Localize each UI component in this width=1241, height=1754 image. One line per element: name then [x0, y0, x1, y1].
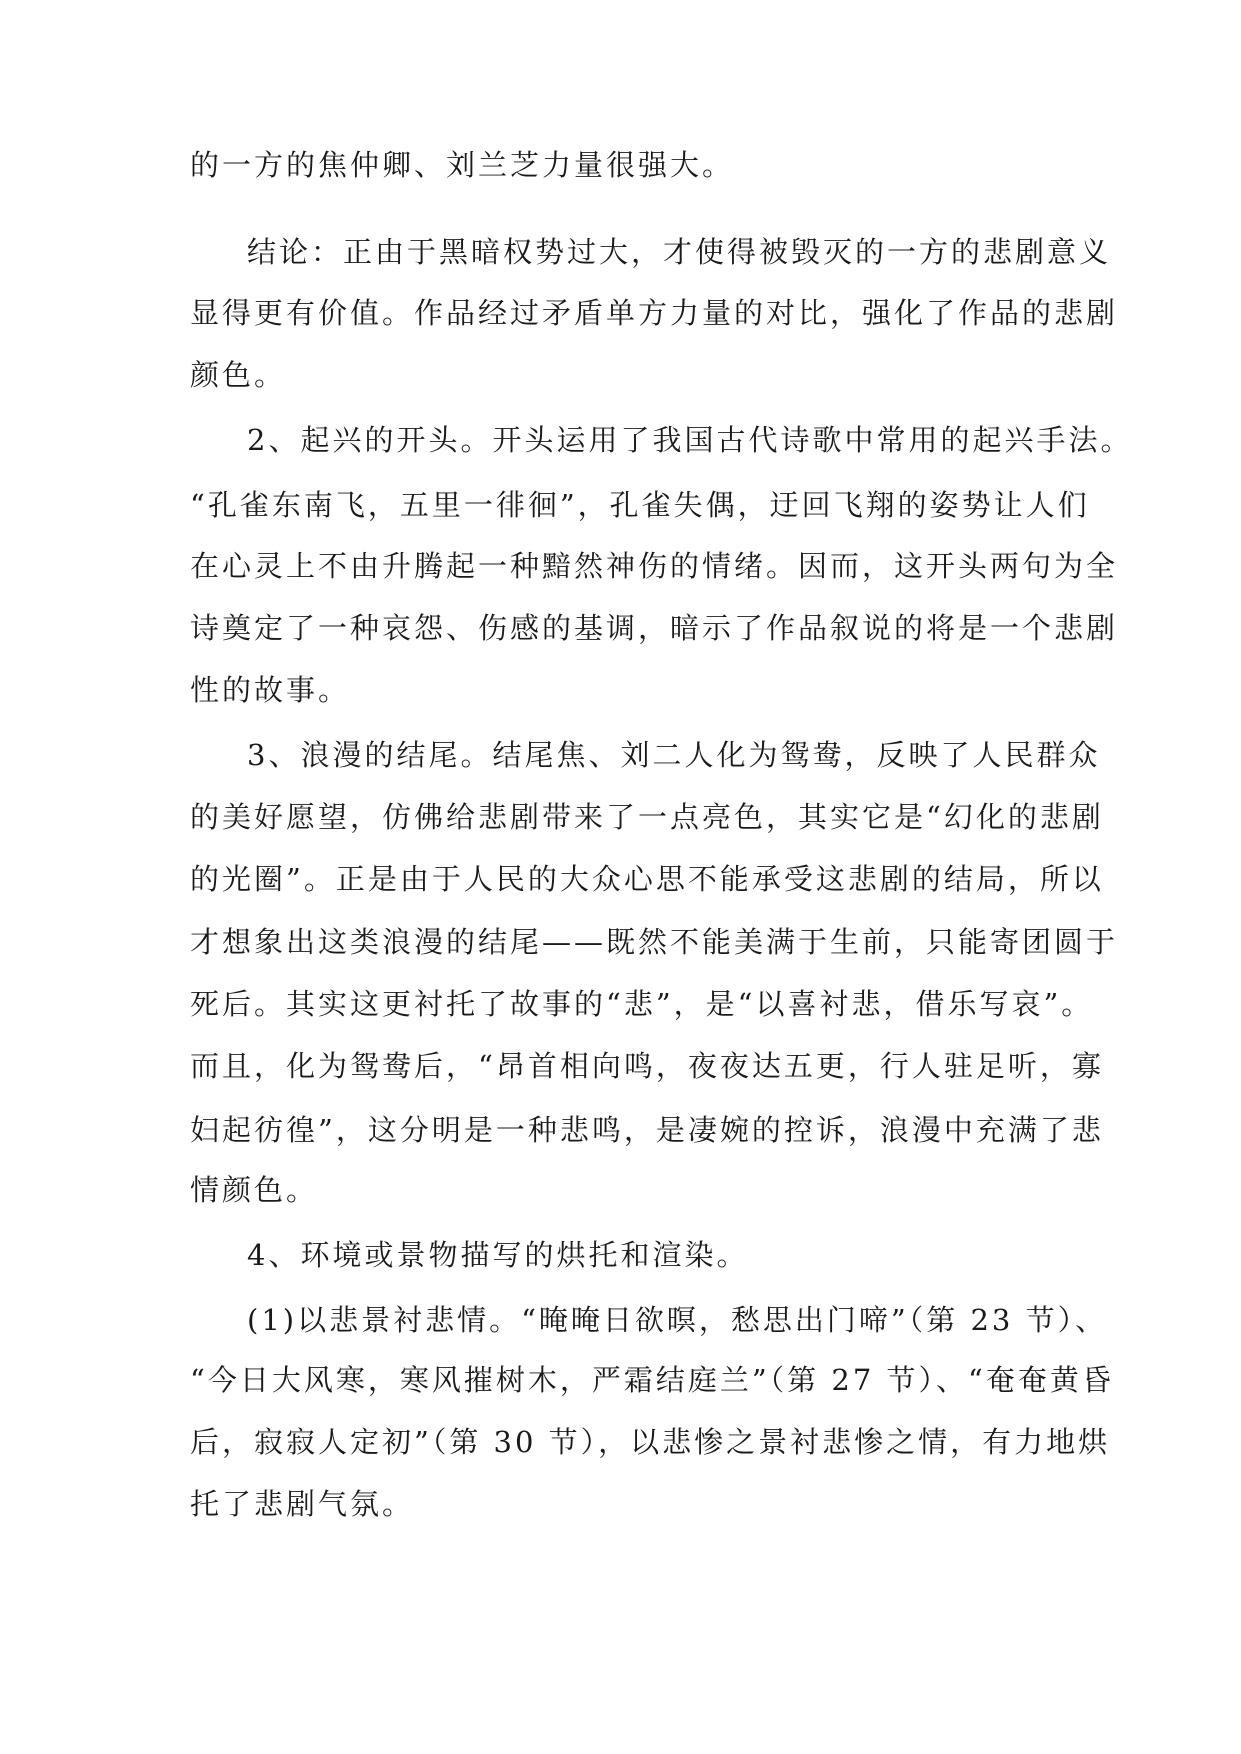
text-line: 颜色。 — [190, 358, 287, 392]
text-line: “孔雀东南飞，五里一徘徊”，孔雀失偶，迂回飞翔的姿势让人们 — [190, 488, 1090, 522]
text-line: 而且，化为鸳鸯后，“昂首相向鸣，夜夜达五更，行人驻足听，寡 — [190, 1049, 1104, 1083]
text-line: 后，寂寂人定初”（第 30 节），以悲惨之景衬悲惨之情，有力地烘 — [190, 1425, 1111, 1459]
text-line: 的一方的焦仲卿、刘兰芝力量很强大。 — [190, 148, 735, 182]
text-line: 3、浪漫的结尾。结尾焦、刘二人化为鸳鸯，反映了人民群众 — [247, 738, 1101, 772]
text-line: 托了悲剧气氛。 — [190, 1487, 415, 1521]
text-line: 的美好愿望，仿佛给悲剧带来了一点亮色，其实它是“幻化的悲剧 — [190, 800, 1104, 834]
text-line: 才想象出这类浪漫的结尾——既然不能美满于生前，只能寄团圆于 — [190, 925, 1119, 959]
text-line: 情颜色。 — [190, 1173, 319, 1207]
text-line: 在心灵上不由升腾起一种黯然神伤的情绪。因而，这开头两句为全 — [190, 549, 1119, 583]
text-line: 诗奠定了一种哀怨、伤感的基调，暗示了作品叙说的将是一个悲剧 — [190, 611, 1119, 645]
text-line: “今日大风寒，寒风摧树木，严霜结庭兰”（第 27 节）、“奄奄黄昏 — [190, 1363, 1114, 1397]
text-line: 显得更有价值。作品经过矛盾单方力量的对比，强化了作品的悲剧 — [190, 296, 1119, 330]
text-line: 死后。其实这更衬托了故事的“悲”，是“以喜衬悲，借乐写哀”。 — [190, 987, 1094, 1021]
text-line: (1)以悲景衬悲情。“晻晻日欲暝，愁思出门啼”（第 23 节）、 — [247, 1303, 1108, 1337]
text-line: 的光圈”。正是由于人民的大众心思不能承受这悲剧的结局，所以 — [190, 862, 1104, 896]
text-line: 性的故事。 — [190, 673, 351, 707]
text-line: 结论：正由于黑暗权势过大，才使得被毁灭的一方的悲剧意义 — [247, 235, 1112, 269]
text-line: 妇起彷徨”，这分明是一种悲鸣，是凄婉的控诉，浪漫中充满了悲 — [190, 1113, 1104, 1147]
text-line: 4、环境或景物描写的烘托和渲染。 — [247, 1238, 749, 1272]
text-line: 2、起兴的开头。开头运用了我国古代诗歌中常用的起兴手法。 — [247, 423, 1133, 457]
